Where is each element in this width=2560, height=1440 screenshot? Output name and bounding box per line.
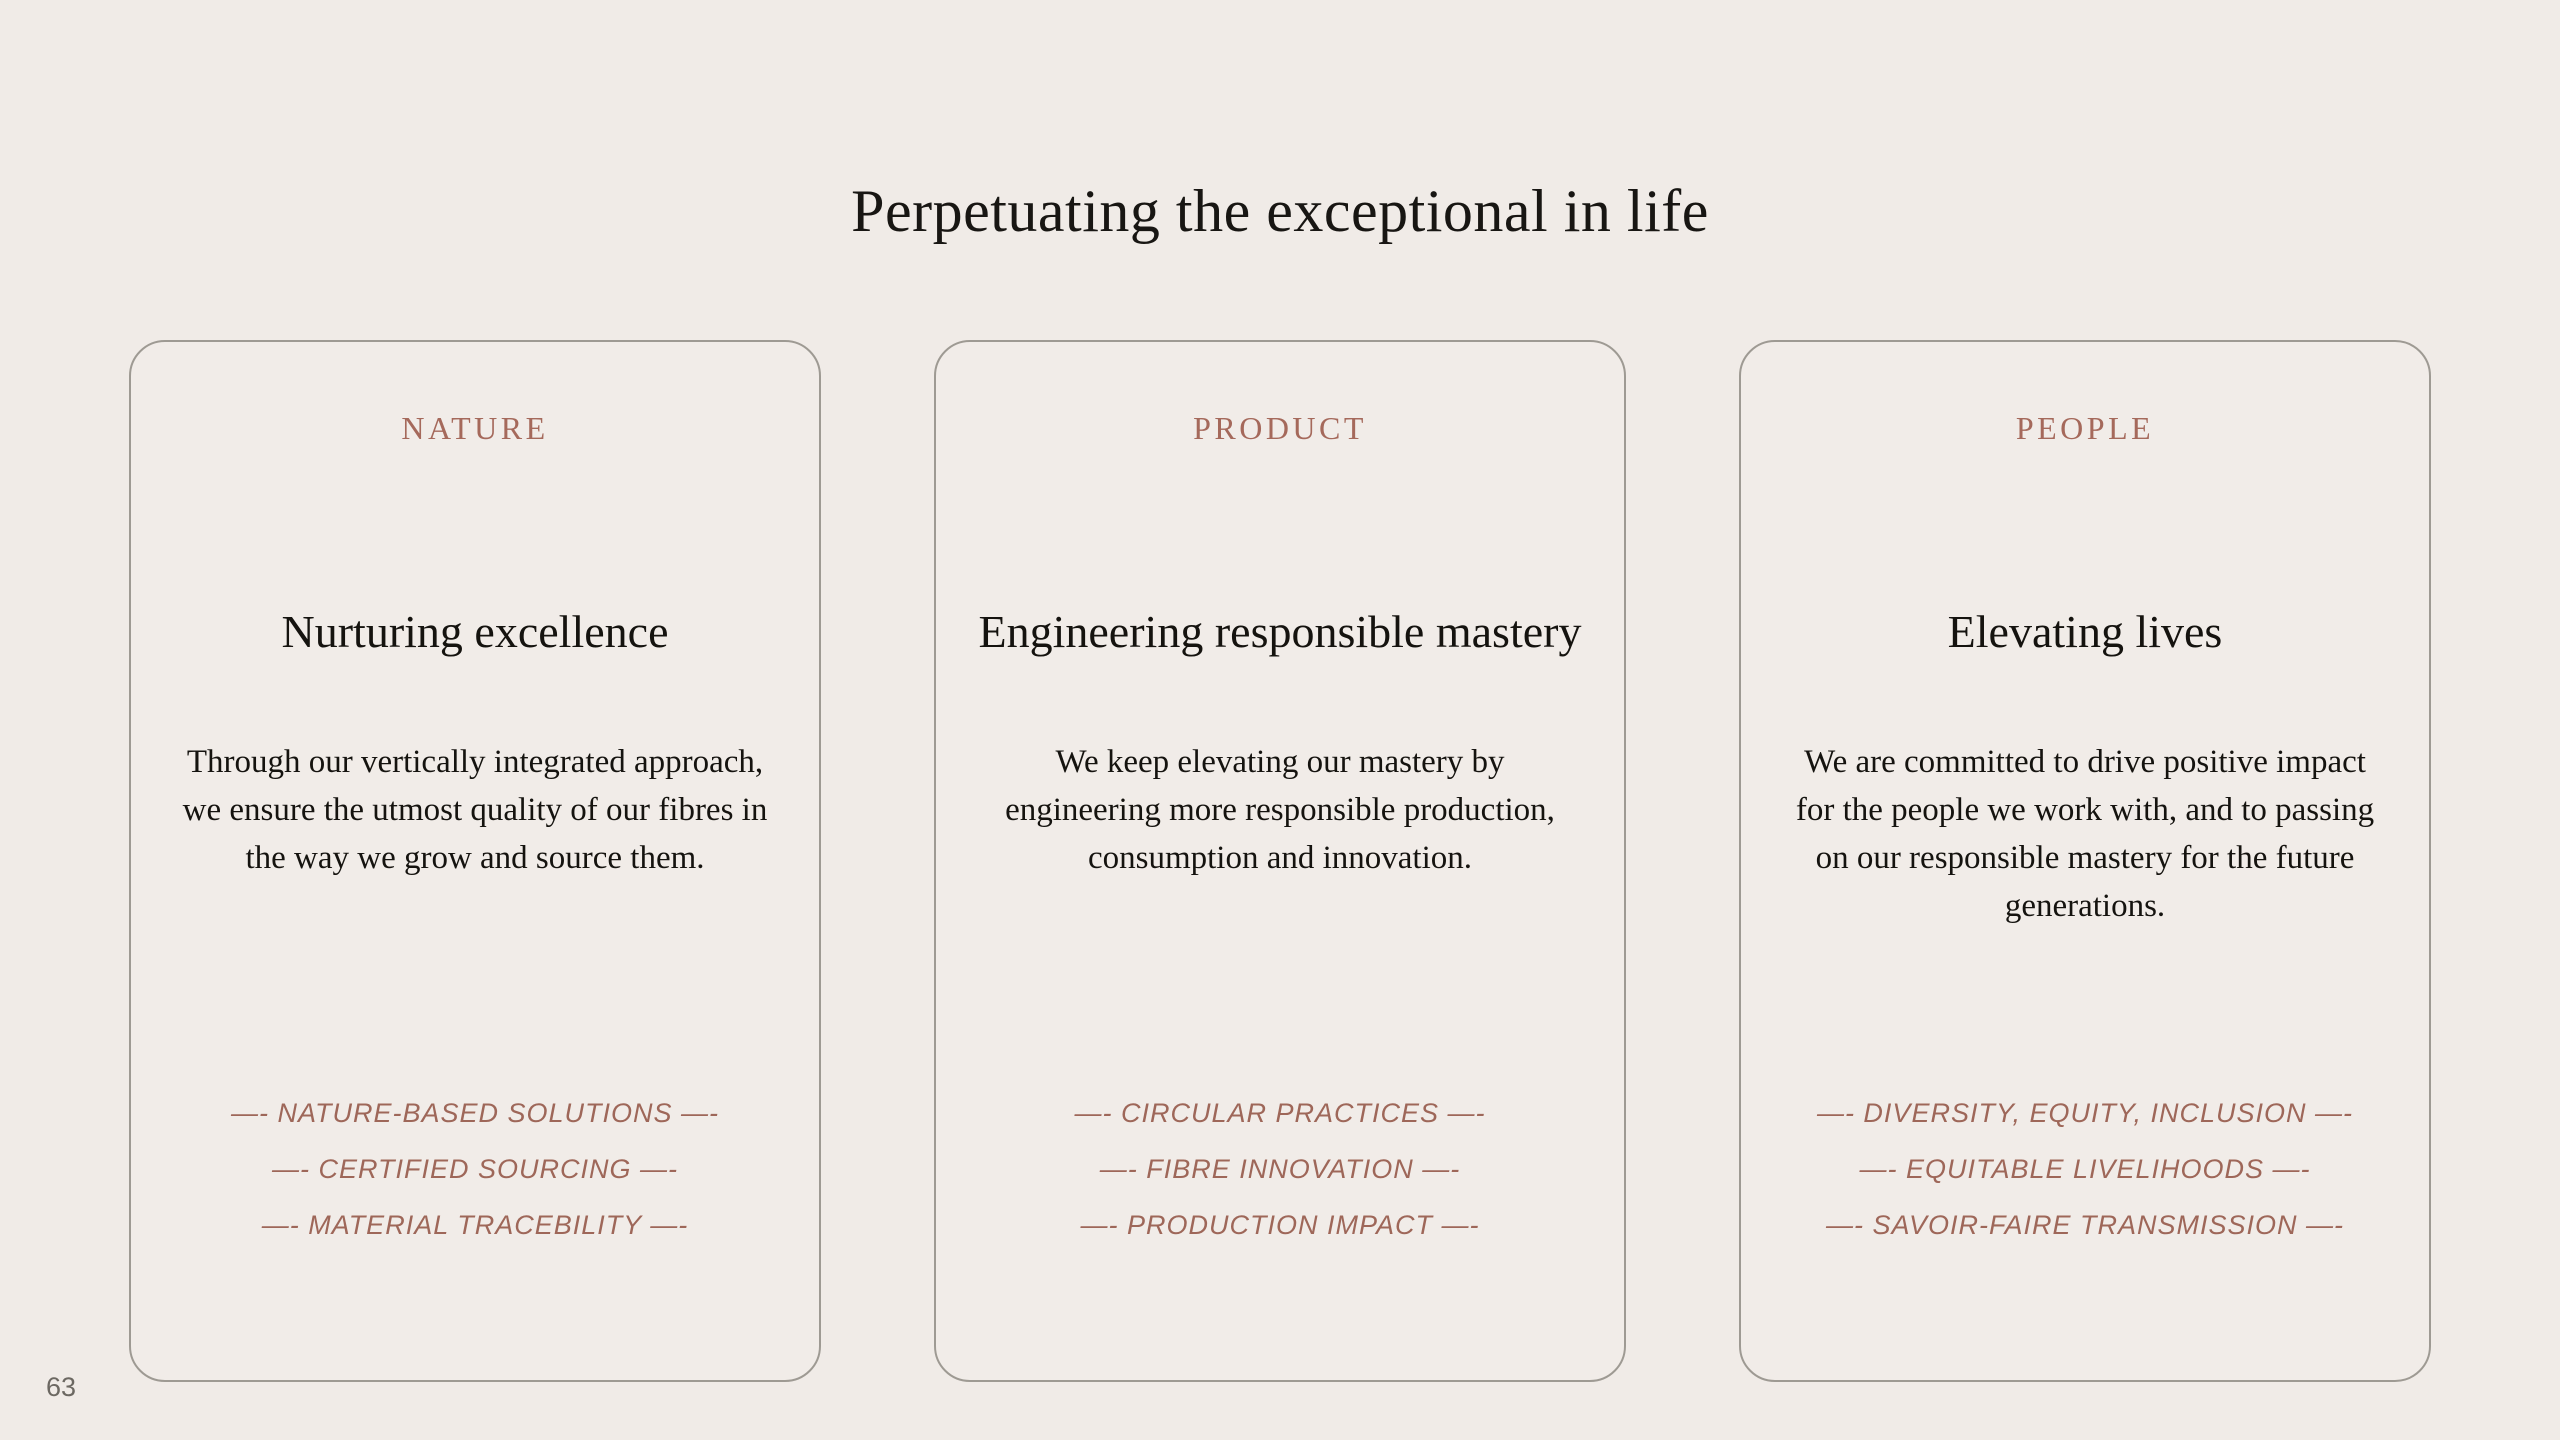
card-heading: Elevating lives [1947, 606, 2223, 658]
tag-item: —- CERTIFIED SOURCING —- [271, 1154, 678, 1184]
body-line: Through our vertically integrated approach, [186, 744, 764, 780]
card-category-label: PEOPLE [2015, 410, 2155, 446]
card-tags [936, 1085, 1624, 1253]
body-line: we ensure the utmost quality of our fibres in [182, 792, 768, 828]
tag-item: —- PRODUCTION IMPACT —- [1080, 1210, 1480, 1240]
card-nature [129, 340, 821, 1382]
card-body [131, 738, 819, 882]
page-number: 63 [46, 1372, 77, 1402]
cards-row [129, 340, 2431, 1382]
tag-item: —- CIRCULAR PRACTICES —- [1074, 1098, 1486, 1128]
tag-item: —- DIVERSITY, EQUITY, INCLUSION —- [1816, 1098, 2354, 1128]
tag-item: —- FIBRE INNOVATION —- [1099, 1154, 1461, 1184]
tag-item: —- EQUITABLE LIVELIHOODS —- [1859, 1154, 2311, 1184]
card-category-label: NATURE [401, 410, 549, 446]
body-line: consumption and innovation. [1087, 840, 1473, 876]
body-line: the way we grow and source them. [245, 840, 705, 876]
card-heading: Engineering responsible mastery [978, 606, 1582, 658]
card-body [936, 738, 1624, 882]
body-line: We keep elevating our mastery by [1055, 744, 1505, 780]
card-category-label: PRODUCT [1193, 410, 1367, 446]
body-line: generations. [2004, 888, 2166, 924]
card-tags [1741, 1085, 2429, 1253]
tag-item: —- SAVOIR-FAIRE TRANSMISSION —- [1825, 1210, 2345, 1240]
body-line: engineering more responsible production, [1005, 792, 1555, 828]
card-tags [131, 1085, 819, 1253]
card-people [1739, 340, 2431, 1382]
tag-item: —- MATERIAL TRACEBILITY —- [261, 1210, 689, 1240]
card-heading: Nurturing excellence [281, 606, 669, 658]
page-title: Perpetuating the exceptional in life [851, 178, 1709, 245]
card-body [1741, 738, 2429, 930]
tag-item: —- NATURE-BASED SOLUTIONS —- [230, 1098, 720, 1128]
body-line: We are committed to drive positive impact [1804, 744, 2366, 780]
card-product [934, 340, 1626, 1382]
body-line: for the people we work with, and to passing [1795, 792, 2375, 828]
body-line: on our responsible mastery for the future [1815, 840, 2355, 876]
